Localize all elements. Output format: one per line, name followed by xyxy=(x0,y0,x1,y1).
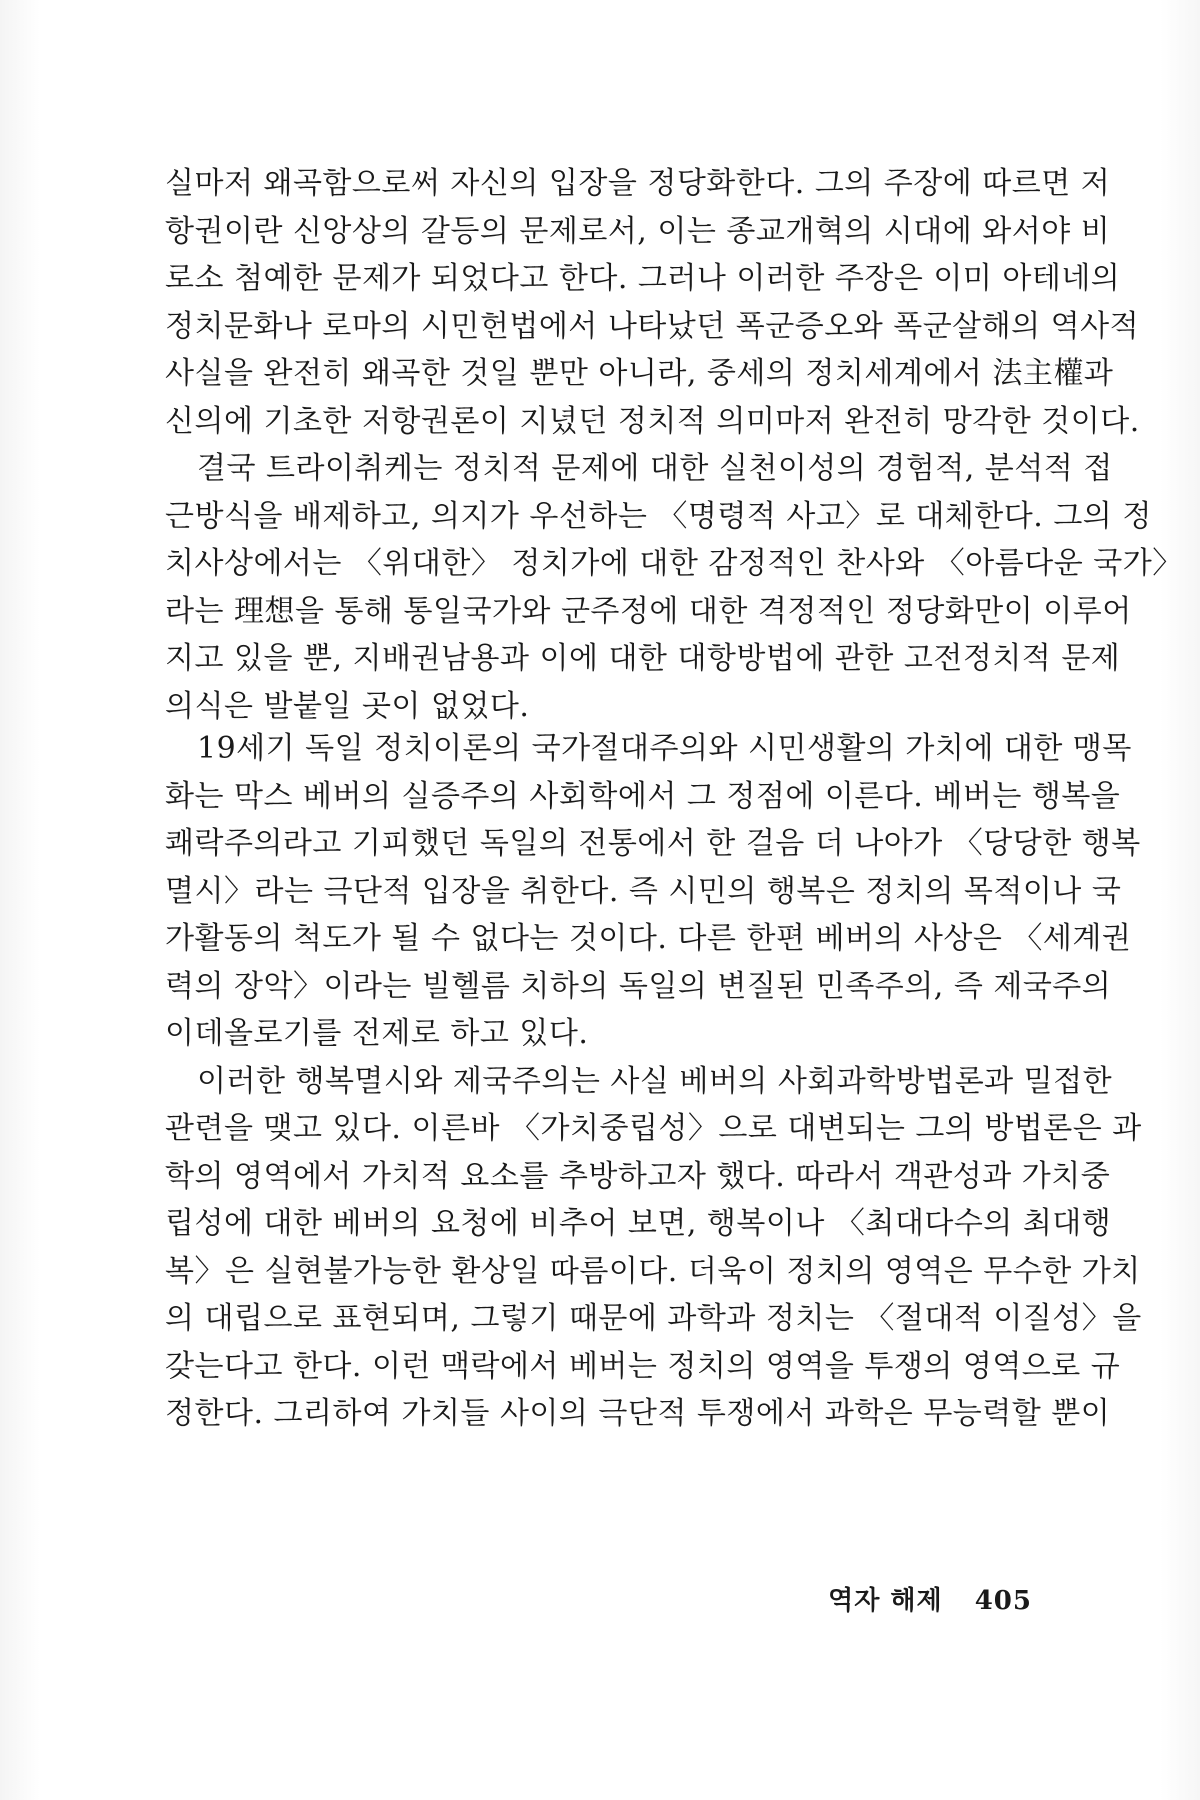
text-line: 복〉은 실현불가능한 환상일 따름이다. 더욱이 정치의 영역은 무수한 가치 xyxy=(165,1253,1141,1289)
text-line: 치사상에서는 〈위대한〉 정치가에 대한 감정적인 찬사와 〈아름다운 국가〉 xyxy=(165,546,1183,581)
text-line: 학의 영역에서 가치적 요소를 추방하고자 했다. 따라서 객관성과 가치중 xyxy=(165,1158,1111,1194)
paragraph-group-2 xyxy=(165,725,1142,1438)
text-line: 립성에 대한 베버의 요청에 비추어 보면, 행복이나 〈최대다수의 최대행 xyxy=(165,1206,1112,1241)
text-line: 멸시〉라는 극단적 입장을 취한다. 즉 시민의 행복은 정치의 목적이나 국 xyxy=(165,873,1122,909)
text-line: 실마저 왜곡함으로써 자신의 입장을 정당화한다. 그의 주장에 따르면 저 xyxy=(165,166,1111,201)
text-line: 로소 첨예한 문제가 되었다고 한다. 그러나 이러한 주장은 이미 아테네의 xyxy=(165,261,1121,296)
text-line: 정치문화나 로마의 시민헌법에서 나타났던 폭군증오와 폭군살해의 역사적 xyxy=(165,308,1140,344)
paragraph-group-1 xyxy=(165,160,1183,730)
text-line: 신의에 기초한 저항권론이 지녔던 정치적 의미마저 완전히 망각한 것이다. xyxy=(165,403,1140,439)
text-line: 라는 理想을 통해 통일국가와 군주정에 대한 격정적인 정당화만이 이루어 xyxy=(165,593,1132,629)
page-number: 405 xyxy=(974,1586,1032,1616)
text-line: 화는 막스 베버의 실증주의 사회학에서 그 정점에 이른다. 베버는 행복을 xyxy=(165,778,1121,814)
text-line: 쾌락주의라고 기피했던 독일의 전통에서 한 걸음 더 나아가 〈당당한 행복 xyxy=(165,826,1141,861)
text-line: 력의 장악〉이라는 빌헬름 치하의 독일의 변질된 민족주의, 즉 제국주의 xyxy=(165,968,1112,1004)
text-line: 갖는다고 한다. 이런 맥락에서 베버는 정치의 영역을 투쟁의 영역으로 규 xyxy=(165,1348,1121,1384)
text-line: 항권이란 신앙상의 갈등의 문제로서, 이는 종교개혁의 시대에 와서야 비 xyxy=(165,213,1111,249)
text-line: 19세기 독일 정치이론의 국가절대주의와 시민생활의 가치에 대한 맹목 xyxy=(197,731,1132,766)
running-head: 역자 해제 xyxy=(828,1586,943,1616)
text-line: 결국 트라이취케는 정치적 문제에 대한 실천이성의 경험적, 분석적 접 xyxy=(197,451,1113,486)
text-line: 이데올로기를 전제로 하고 있다. xyxy=(165,1016,589,1051)
page-footer xyxy=(828,1580,1032,1617)
text-line: 가활동의 척도가 될 수 없다는 것이다. 다른 한편 베버의 사상은 〈세계권 xyxy=(165,921,1132,956)
text-line: 의 대립으로 표현되며, 그렇기 때문에 과학과 정치는 〈절대적 이질성〉을 xyxy=(165,1301,1142,1336)
text-line: 사실을 완전히 왜곡한 것일 뿐만 아니라, 중세의 정치세계에서 法主權과 xyxy=(165,356,1114,391)
text-line: 정한다. 그리하여 가치들 사이의 극단적 투쟁에서 과학은 무능력할 뿐이 xyxy=(165,1396,1111,1431)
text-line: 근방식을 배제하고, 의지가 우선하는 〈명령적 사고〉로 대체한다. 그의 정 xyxy=(165,498,1152,534)
text-line: 관련을 맺고 있다. 이른바 〈가치중립성〉으로 대변되는 그의 방법론은 과 xyxy=(165,1111,1142,1146)
text-line: 의식은 발붙일 곳이 없었다. xyxy=(165,688,530,724)
text-line: 이러한 행복멸시와 제국주의는 사실 베버의 사회과학방법론과 밀접한 xyxy=(197,1063,1113,1099)
text-line: 지고 있을 뿐, 지배권남용과 이에 대한 대항방법에 관한 고전정치적 문제 xyxy=(165,641,1121,676)
